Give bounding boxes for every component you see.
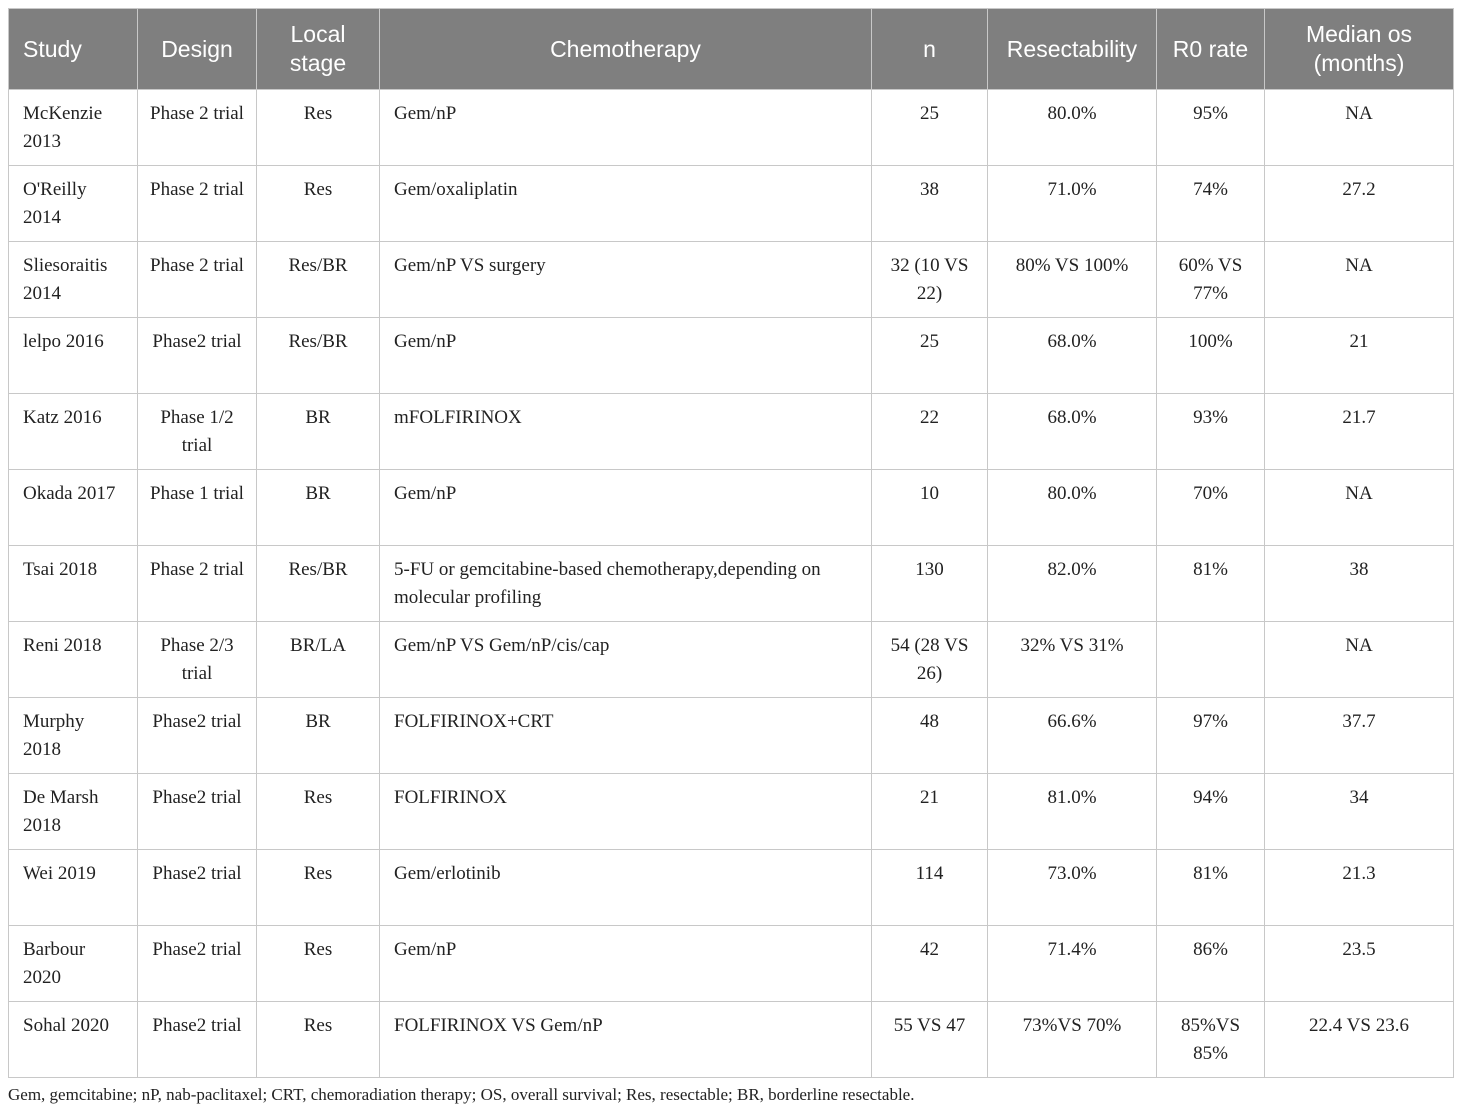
cell-resectability: 68.0%	[988, 318, 1157, 394]
cell-n: 32 (10 VS 22)	[872, 242, 988, 318]
table-row	[9, 926, 1454, 1002]
cell-local-stage: BR/LA	[257, 622, 380, 698]
cell-median-os: 37.7	[1265, 698, 1454, 774]
cell-resectability: 32% VS 31%	[988, 622, 1157, 698]
cell-design: Phase2 trial	[138, 1002, 257, 1078]
table-row	[9, 1002, 1454, 1078]
cell-design: Phase 2 trial	[138, 90, 257, 166]
cell-median-os: NA	[1265, 90, 1454, 166]
cell-local-stage: BR	[257, 470, 380, 546]
cell-chemotherapy: Gem/erlotinib	[380, 850, 872, 926]
cell-resectability: 71.4%	[988, 926, 1157, 1002]
cell-r0-rate: 74%	[1157, 166, 1265, 242]
cell-chemotherapy: FOLFIRINOX+CRT	[380, 698, 872, 774]
cell-chemotherapy: Gem/oxaliplatin	[380, 166, 872, 242]
table-row	[9, 850, 1454, 926]
cell-local-stage: Res	[257, 1002, 380, 1078]
cell-median-os: 27.2	[1265, 166, 1454, 242]
cell-n: 25	[872, 90, 988, 166]
cell-design: Phase 2/3 trial	[138, 622, 257, 698]
cell-local-stage: Res/BR	[257, 242, 380, 318]
cell-median-os: 22.4 VS 23.6	[1265, 1002, 1454, 1078]
cell-study: lelpo 2016	[9, 318, 138, 394]
study-table	[8, 8, 1454, 1078]
cell-resectability: 80% VS 100%	[988, 242, 1157, 318]
cell-resectability: 68.0%	[988, 394, 1157, 470]
cell-median-os: 21	[1265, 318, 1454, 394]
table-row	[9, 394, 1454, 470]
header-median-os: Median os (months)	[1265, 9, 1454, 90]
cell-r0-rate: 85%VS 85%	[1157, 1002, 1265, 1078]
cell-r0-rate: 93%	[1157, 394, 1265, 470]
cell-chemotherapy: Gem/nP	[380, 318, 872, 394]
cell-local-stage: Res	[257, 774, 380, 850]
cell-n: 55 VS 47	[872, 1002, 988, 1078]
cell-r0-rate: 100%	[1157, 318, 1265, 394]
cell-chemotherapy: 5-FU or gemcitabine-based chemotherapy,depending on molecular profiling	[380, 546, 872, 622]
header-r0-rate: R0 rate	[1157, 9, 1265, 90]
header-resectability: Resectability	[988, 9, 1157, 90]
cell-local-stage: BR	[257, 698, 380, 774]
cell-local-stage: Res	[257, 166, 380, 242]
cell-resectability: 81.0%	[988, 774, 1157, 850]
cell-n: 48	[872, 698, 988, 774]
cell-n: 38	[872, 166, 988, 242]
cell-design: Phase 1 trial	[138, 470, 257, 546]
cell-r0-rate: 60% VS 77%	[1157, 242, 1265, 318]
header-chemotherapy: Chemotherapy	[380, 9, 872, 90]
header-row	[9, 9, 1454, 90]
cell-local-stage: Res	[257, 90, 380, 166]
table-row	[9, 90, 1454, 166]
cell-resectability: 80.0%	[988, 470, 1157, 546]
table-row	[9, 622, 1454, 698]
cell-resectability: 71.0%	[988, 166, 1157, 242]
cell-design: Phase2 trial	[138, 926, 257, 1002]
cell-design: Phase2 trial	[138, 698, 257, 774]
cell-study: Sohal 2020	[9, 1002, 138, 1078]
cell-r0-rate: 81%	[1157, 850, 1265, 926]
cell-chemotherapy: mFOLFIRINOX	[380, 394, 872, 470]
cell-resectability: 66.6%	[988, 698, 1157, 774]
cell-design: Phase 2 trial	[138, 242, 257, 318]
header-design: Design	[138, 9, 257, 90]
cell-study: Murphy 2018	[9, 698, 138, 774]
cell-design: Phase2 trial	[138, 850, 257, 926]
table-row	[9, 698, 1454, 774]
cell-resectability: 82.0%	[988, 546, 1157, 622]
cell-n: 10	[872, 470, 988, 546]
table-row	[9, 470, 1454, 546]
cell-resectability: 80.0%	[988, 90, 1157, 166]
cell-median-os: 23.5	[1265, 926, 1454, 1002]
cell-r0-rate	[1157, 622, 1265, 698]
cell-r0-rate: 95%	[1157, 90, 1265, 166]
cell-study: Barbour 2020	[9, 926, 138, 1002]
cell-median-os: NA	[1265, 242, 1454, 318]
cell-study: Sliesoraitis 2014	[9, 242, 138, 318]
cell-r0-rate: 70%	[1157, 470, 1265, 546]
table-row	[9, 166, 1454, 242]
cell-study: McKenzie 2013	[9, 90, 138, 166]
cell-chemotherapy: FOLFIRINOX VS Gem/nP	[380, 1002, 872, 1078]
cell-study: Okada 2017	[9, 470, 138, 546]
cell-study: Katz 2016	[9, 394, 138, 470]
cell-median-os: NA	[1265, 470, 1454, 546]
cell-median-os: 21.7	[1265, 394, 1454, 470]
table-body	[9, 90, 1454, 1078]
header-n: n	[872, 9, 988, 90]
cell-local-stage: Res/BR	[257, 546, 380, 622]
cell-resectability: 73%VS 70%	[988, 1002, 1157, 1078]
cell-design: Phase2 trial	[138, 318, 257, 394]
cell-study: Wei 2019	[9, 850, 138, 926]
cell-local-stage: Res	[257, 926, 380, 1002]
cell-chemotherapy: Gem/nP	[380, 470, 872, 546]
cell-chemotherapy: Gem/nP VS Gem/nP/cis/cap	[380, 622, 872, 698]
table-row	[9, 546, 1454, 622]
cell-median-os: NA	[1265, 622, 1454, 698]
cell-r0-rate: 97%	[1157, 698, 1265, 774]
cell-study: De Marsh 2018	[9, 774, 138, 850]
table-row	[9, 774, 1454, 850]
cell-n: 42	[872, 926, 988, 1002]
header-local-stage: Local stage	[257, 9, 380, 90]
table-footnote: Gem, gemcitabine; nP, nab-paclitaxel; CRT, chemoradiation therapy; OS, overall survival; Res, resectable; BR, borderline resectable.	[8, 1085, 915, 1104]
cell-chemotherapy: FOLFIRINOX	[380, 774, 872, 850]
cell-n: 114	[872, 850, 988, 926]
cell-design: Phase 2 trial	[138, 166, 257, 242]
table-row	[9, 242, 1454, 318]
cell-median-os: 34	[1265, 774, 1454, 850]
cell-chemotherapy: Gem/nP	[380, 926, 872, 1002]
cell-r0-rate: 81%	[1157, 546, 1265, 622]
cell-n: 21	[872, 774, 988, 850]
cell-study: Reni 2018	[9, 622, 138, 698]
cell-n: 22	[872, 394, 988, 470]
cell-chemotherapy: Gem/nP	[380, 90, 872, 166]
cell-r0-rate: 94%	[1157, 774, 1265, 850]
cell-design: Phase2 trial	[138, 774, 257, 850]
cell-median-os: 21.3	[1265, 850, 1454, 926]
cell-study: O'Reilly 2014	[9, 166, 138, 242]
cell-n: 25	[872, 318, 988, 394]
cell-study: Tsai 2018	[9, 546, 138, 622]
cell-resectability: 73.0%	[988, 850, 1157, 926]
study-table-container	[8, 8, 1453, 1078]
table-header	[9, 9, 1454, 90]
cell-local-stage: Res	[257, 850, 380, 926]
cell-design: Phase 2 trial	[138, 546, 257, 622]
cell-local-stage: BR	[257, 394, 380, 470]
cell-chemotherapy: Gem/nP VS surgery	[380, 242, 872, 318]
cell-n: 130	[872, 546, 988, 622]
cell-r0-rate: 86%	[1157, 926, 1265, 1002]
cell-n: 54 (28 VS 26)	[872, 622, 988, 698]
cell-local-stage: Res/BR	[257, 318, 380, 394]
table-row	[9, 318, 1454, 394]
header-study: Study	[9, 9, 138, 90]
cell-median-os: 38	[1265, 546, 1454, 622]
cell-design: Phase 1/2 trial	[138, 394, 257, 470]
